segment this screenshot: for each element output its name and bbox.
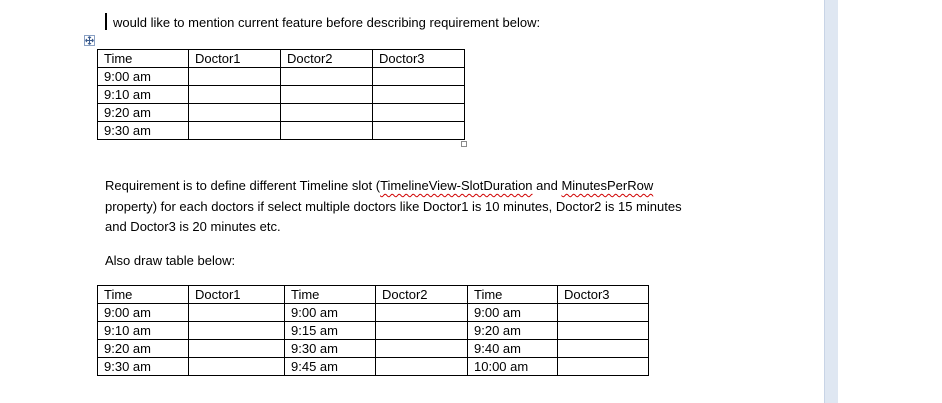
- time-cell[interactable]: 10:00 am: [468, 358, 558, 376]
- cell[interactable]: [373, 86, 465, 104]
- cell[interactable]: [376, 340, 468, 358]
- table-header-row: [98, 50, 465, 68]
- time-cell[interactable]: 9:00 am: [98, 68, 189, 86]
- table-row: [98, 340, 649, 358]
- cell[interactable]: [558, 304, 649, 322]
- cell[interactable]: [376, 322, 468, 340]
- header-cell[interactable]: Doctor1: [189, 50, 281, 68]
- cell[interactable]: [281, 68, 373, 86]
- time-cell[interactable]: 9:20 am: [98, 104, 189, 122]
- header-cell[interactable]: Time: [98, 286, 189, 304]
- requirement-line-2: property) for each doctors if select multiple doctors like Doctor1 is 10 minutes, Doctor2 is 15 minutes: [105, 199, 682, 214]
- time-cell[interactable]: 9:10 am: [98, 86, 189, 104]
- cell[interactable]: [189, 104, 281, 122]
- table-move-handle-icon[interactable]: [84, 35, 95, 46]
- table-row: [98, 68, 465, 86]
- header-cell[interactable]: Time: [98, 50, 189, 68]
- cell[interactable]: [189, 304, 285, 322]
- header-cell[interactable]: Doctor1: [189, 286, 285, 304]
- table-row: [98, 358, 649, 376]
- current-feature-table[interactable]: [97, 49, 465, 140]
- cell[interactable]: [376, 358, 468, 376]
- header-cell[interactable]: Doctor3: [373, 50, 465, 68]
- spellcheck-word: TimelineView-SlotDuration: [380, 178, 533, 193]
- header-cell[interactable]: Time: [285, 286, 376, 304]
- time-cell[interactable]: 9:00 am: [98, 304, 189, 322]
- header-cell[interactable]: Doctor3: [558, 286, 649, 304]
- requirement-line-1: [105, 178, 653, 193]
- cell[interactable]: [189, 340, 285, 358]
- time-cell[interactable]: 9:40 am: [468, 340, 558, 358]
- time-cell[interactable]: 9:30 am: [98, 358, 189, 376]
- header-cell[interactable]: Doctor2: [376, 286, 468, 304]
- requirement-text: and: [532, 178, 562, 193]
- time-cell[interactable]: 9:30 am: [285, 340, 376, 358]
- cell[interactable]: [189, 322, 285, 340]
- table-row: [98, 104, 465, 122]
- intro-text: would like to mention current feature before describing requirement below:: [113, 15, 541, 30]
- table-resize-handle[interactable]: [461, 141, 467, 147]
- time-cell[interactable]: 9:20 am: [468, 322, 558, 340]
- cell[interactable]: [558, 322, 649, 340]
- table-header-row: [98, 286, 649, 304]
- time-cell[interactable]: 9:00 am: [285, 304, 376, 322]
- also-draw-text: Also draw table below:: [105, 253, 236, 268]
- time-cell[interactable]: 9:15 am: [285, 322, 376, 340]
- table-row: [98, 322, 649, 340]
- cell[interactable]: [373, 104, 465, 122]
- header-cell[interactable]: Time: [468, 286, 558, 304]
- cell[interactable]: [373, 68, 465, 86]
- cell[interactable]: [281, 122, 373, 140]
- cell[interactable]: [189, 86, 281, 104]
- time-cell[interactable]: 9:45 am: [285, 358, 376, 376]
- time-cell[interactable]: 9:20 am: [98, 340, 189, 358]
- cell[interactable]: [281, 86, 373, 104]
- requirement-text: Requirement is to define different Timeline slot (: [105, 178, 381, 193]
- table-row: [98, 86, 465, 104]
- cell[interactable]: [189, 358, 285, 376]
- vertical-scroll-gutter[interactable]: [825, 0, 838, 403]
- cell[interactable]: [558, 340, 649, 358]
- cell[interactable]: [376, 304, 468, 322]
- spellcheck-word: MinutesPerRow: [561, 178, 654, 193]
- cell[interactable]: [558, 358, 649, 376]
- outer-canvas: [838, 0, 942, 403]
- time-cell[interactable]: 9:00 am: [468, 304, 558, 322]
- cell[interactable]: [373, 122, 465, 140]
- requirement-line-3: and Doctor3 is 20 minutes etc.: [105, 219, 281, 234]
- cell[interactable]: [189, 68, 281, 86]
- cell[interactable]: [281, 104, 373, 122]
- header-cell[interactable]: Doctor2: [281, 50, 373, 68]
- table-row: [98, 122, 465, 140]
- text-cursor: [105, 13, 107, 30]
- requirement-table[interactable]: [97, 285, 649, 376]
- time-cell[interactable]: 9:10 am: [98, 322, 189, 340]
- cell[interactable]: [189, 122, 281, 140]
- table-row: [98, 304, 649, 322]
- time-cell[interactable]: 9:30 am: [98, 122, 189, 140]
